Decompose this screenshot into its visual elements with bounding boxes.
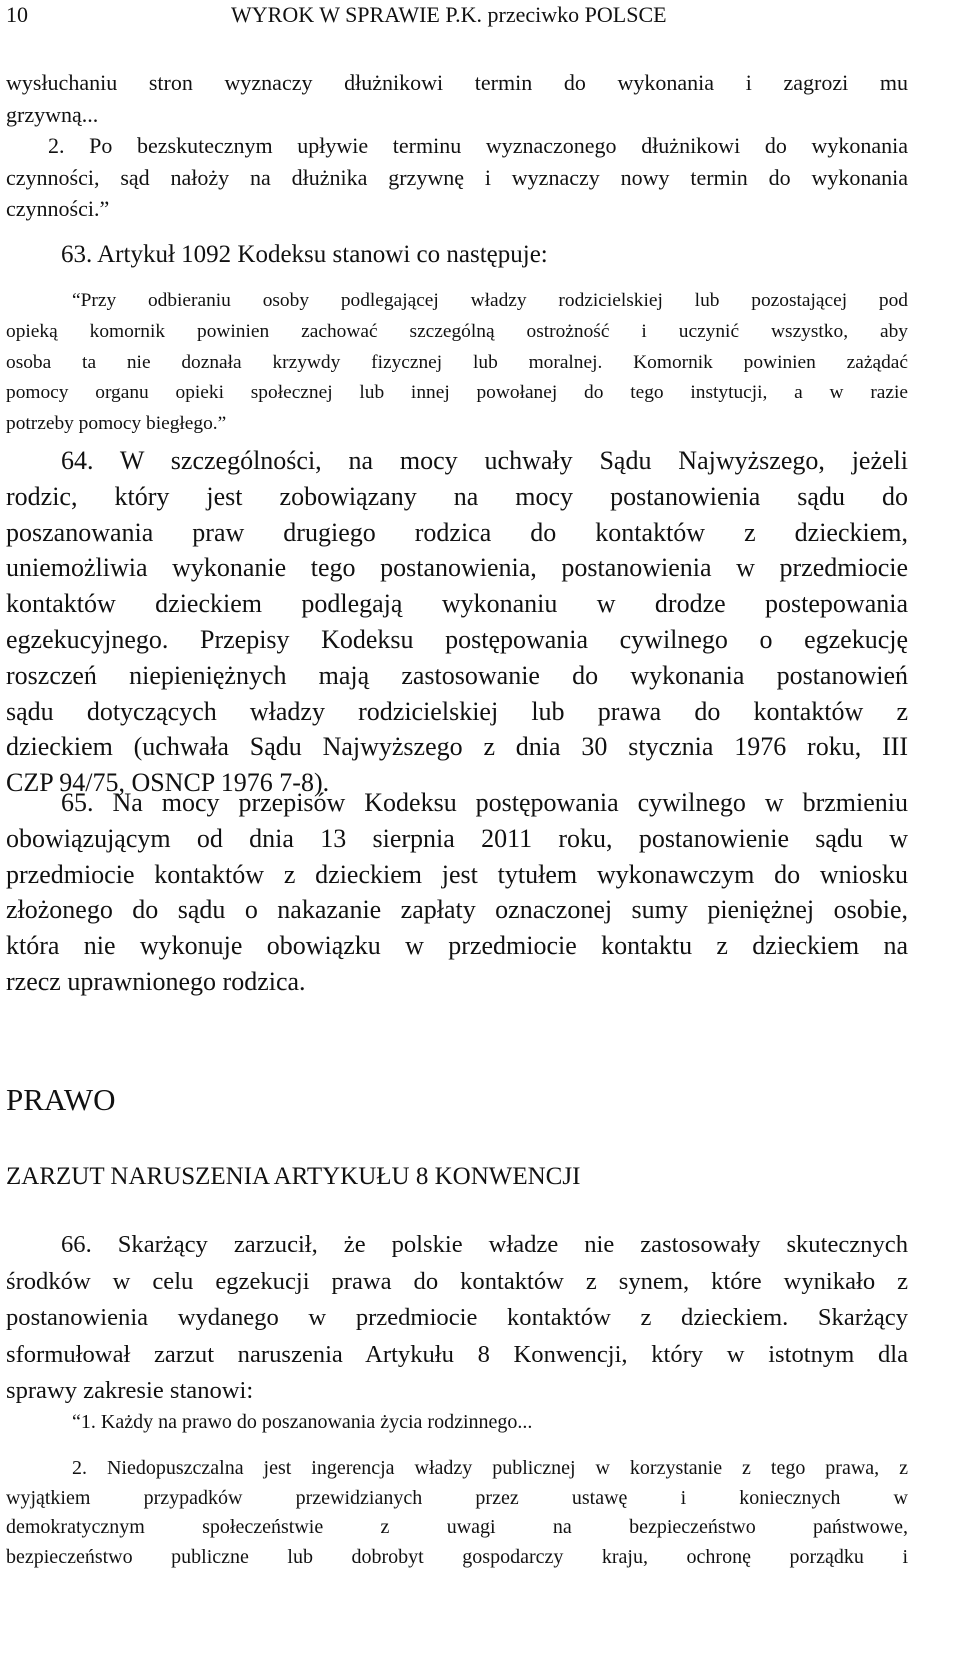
- text-line: 66. Skarżący zarzucił, że polskie władze nie zastosowały skutecznych: [61, 1231, 908, 1258]
- text-line: obowiązującym od dnia 13 sierpnia 2011 roku, postanowienie sądu w: [6, 823, 908, 853]
- section-heading-law: PRAWO: [6, 1082, 116, 1117]
- page-header: [6, 2, 667, 28]
- quoted-article-continuation: [6, 67, 908, 225]
- text-line: wysłuchaniu stron wyznaczy dłużnikowi termin do wykonania i zagrozi mu: [6, 70, 908, 95]
- quote-article-8-2: [6, 1454, 908, 1572]
- text-line: osoba ta nie doznała krzywdy fizycznej lub moralnej. Komornik powinien zażądać: [6, 351, 908, 373]
- text-line: środków w celu egzekucji prawa do kontaktów z synem, które wynikało z: [6, 1267, 908, 1295]
- text-line: postanowienia wydanego w przedmiocie kontaktów z dzieckiem. Skarżący: [6, 1304, 908, 1331]
- text-line: sprawy zakresie stanowi:: [6, 1377, 254, 1404]
- text-line: CZP 94/75, OSNCP 1976 7-8).: [6, 768, 330, 798]
- text-line: dzieckiem (uchwała Sądu Najwyższego z dnia 30 stycznia 1976 roku, III: [6, 732, 908, 762]
- page-number: 10: [6, 2, 28, 27]
- text-line: bezpieczeństwo publiczne lub dobrobyt gospodarczy kraju, ochronę porządku i: [6, 1545, 908, 1568]
- text-line: czynności, sąd nałoży na dłużnika grzywnę i wyznaczy nowy termin do wykonania: [6, 164, 908, 190]
- text-line: która nie wykonuje obowiązku w przedmiocie kontaktu z dzieckiem na: [6, 931, 908, 961]
- text-line: opieką komornik powinien zachować szczególną ostrożność i uczynić wszystko, aby: [6, 320, 908, 342]
- text-line: pomocy organu opieki społecznej lub innej powołanej do tego instytucji, a w razie: [6, 382, 908, 404]
- text-line: sformułował zarzut naruszenia Artykułu 8 Konwencji, który w istotnym dla: [6, 1340, 908, 1368]
- text-line: czynności.”: [6, 196, 110, 221]
- section-subheading-article-8: ZARZUT NARUSZENIA ARTYKUŁU 8 KONWENCJI: [6, 1163, 581, 1190]
- text-line: potrzeby pomocy biegłego.”: [6, 413, 227, 435]
- text-line: kontaktów dzieckiem podlegają wykonaniu w drodze postepowania: [6, 589, 908, 619]
- text-line: wyjątkiem przypadków przewidzianych przez ustawę i koniecznych w: [6, 1486, 908, 1509]
- text-line: poszanowania praw drugiego rodzica do kontaktów z dzieckiem,: [6, 517, 908, 547]
- paragraph-65: [6, 785, 908, 1000]
- text-line: przedmiocie kontaktów z dzieckiem jest tytułem wykonawczym do wniosku: [6, 859, 908, 889]
- text-line: 65. Na mocy przepisów Kodeksu postępowania cywilnego w brzmieniu: [61, 788, 908, 817]
- text-line: grzywną...: [6, 101, 99, 127]
- quote-article-1092: [6, 286, 908, 440]
- text-line: roszczeń niepieniężnych mają zastosowanie do wykonania postanowień: [6, 660, 908, 690]
- text-line: 63. Artykuł 1092 Kodeksu stanowi co następuje:: [61, 241, 548, 268]
- text-line: 64. W szczególności, na mocy uchwały Sądu Najwyższego, jeżeli: [61, 446, 908, 475]
- text-line: sądu dotyczących władzy rodzicielskiej lub prawa do kontaktów z: [6, 696, 908, 726]
- paragraph-66: [6, 1227, 908, 1410]
- quote-article-8-1: “1. Każdy na prawo do poszanowania życia rodzinnego...: [72, 1411, 533, 1433]
- paragraph-63: [6, 239, 908, 271]
- text-line: 2. Niedopuszczalna jest ingerencja władzy publicznej w korzystanie z tego prawa, z: [72, 1457, 908, 1479]
- text-line: “Przy odbieraniu osoby podlegającej władzy rodzicielskiej lub pozostającej pod: [72, 290, 908, 311]
- text-line: złożonego do sądu o nakazanie zapłaty oznaczonej sumy pieniężnej osobie,: [6, 895, 908, 925]
- text-line: 2. Po bezskutecznym upływie terminu wyznaczonego dłużnikowi do wykonania: [48, 133, 908, 158]
- text-line: rzecz uprawnionego rodzica.: [6, 966, 306, 996]
- text-line: egzekucyjnego. Przepisy Kodeksu postępowania cywilnego o egzekucję: [6, 624, 908, 654]
- running-title: WYROK W SPRAWIE P.K. przeciwko POLSCE: [231, 2, 667, 27]
- text-line: uniemożliwia wykonanie tego postanowienia, postanowienia w przedmiocie: [6, 553, 908, 583]
- text-line: rodzic, który jest zobowiązany na mocy postanowienia sądu do: [6, 481, 908, 511]
- paragraph-64: [6, 443, 908, 801]
- text-line: demokratycznym społeczeństwie z uwagi na bezpieczeństwo państwowe,: [6, 1516, 908, 1538]
